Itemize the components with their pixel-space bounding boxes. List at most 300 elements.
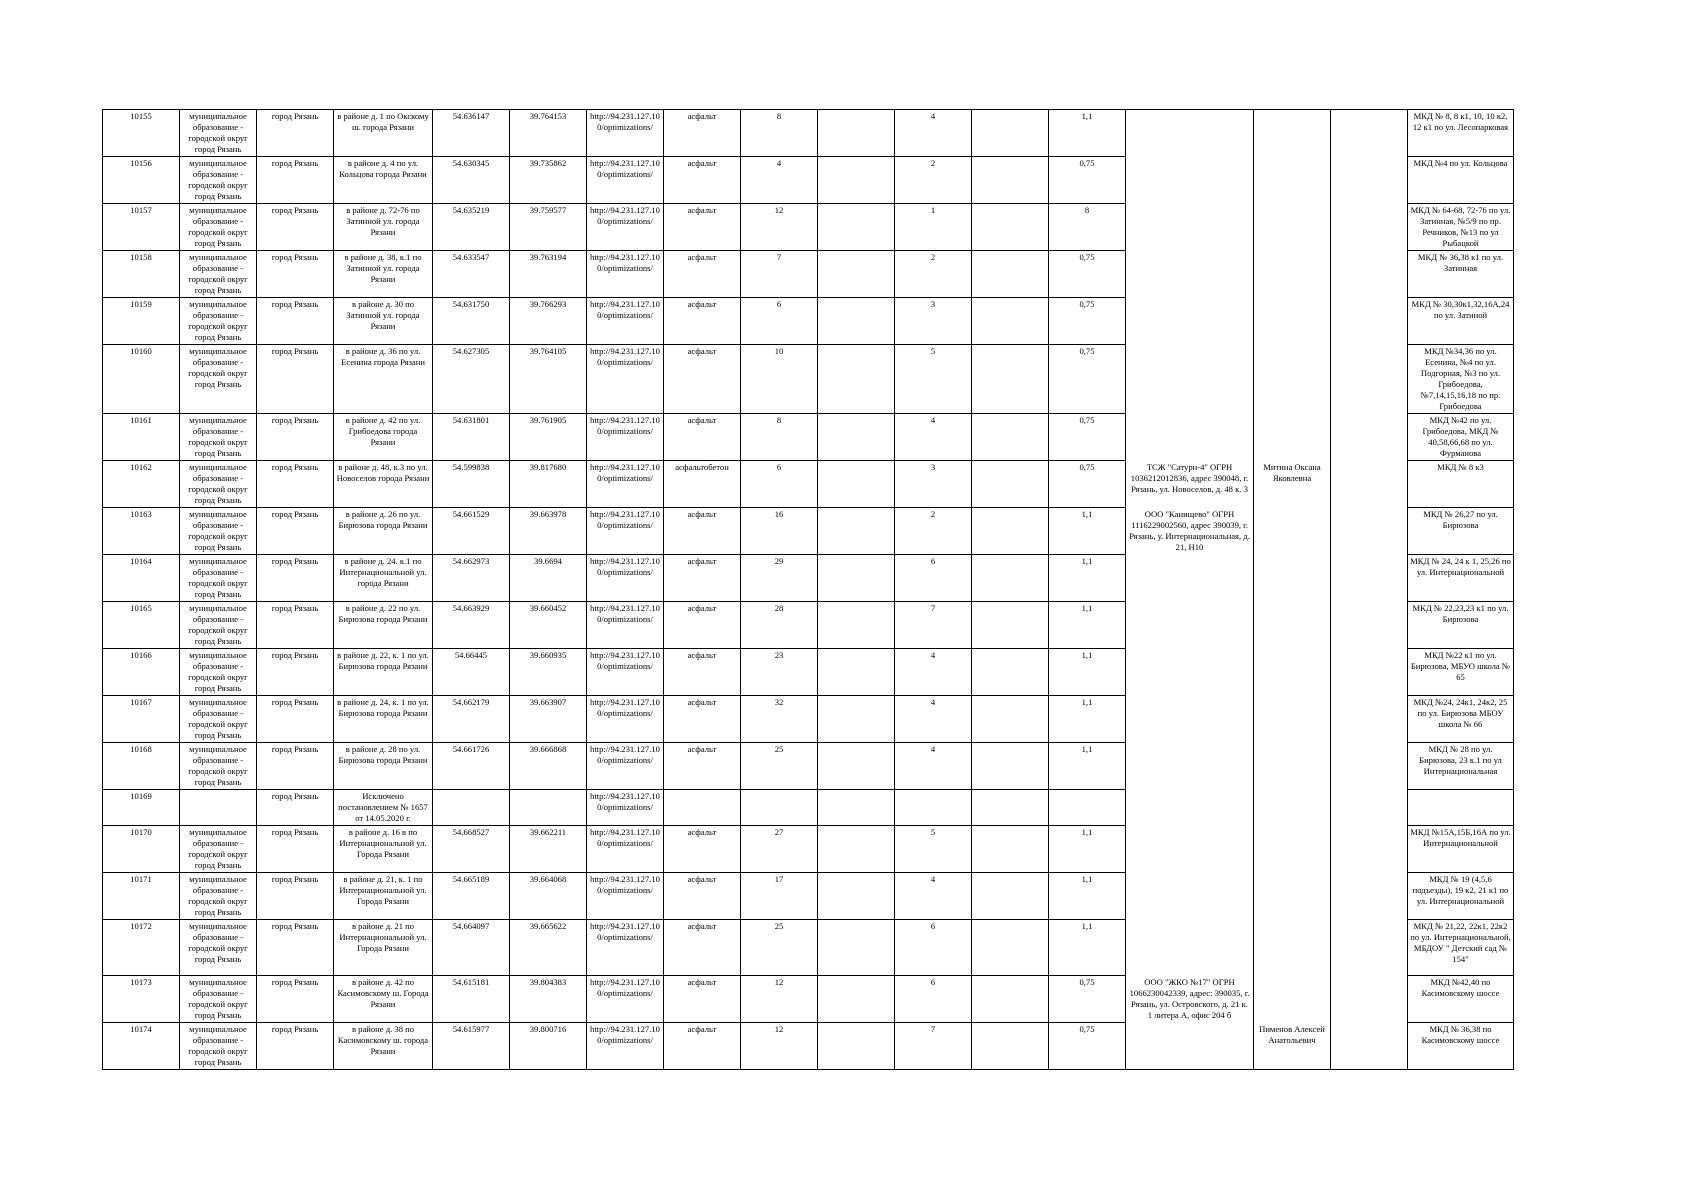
cell-area: 12 <box>741 204 818 251</box>
cell-municipality: муниципальное образование - городской округ город Рязань <box>180 251 257 298</box>
cell-settlement: город Рязань <box>257 555 334 602</box>
cell-id: 10173 <box>103 976 180 1023</box>
cell-volume <box>1049 790 1126 826</box>
cell-col16 <box>1331 743 1408 790</box>
cell-area: 6 <box>741 461 818 508</box>
cell-municipality: муниципальное образование - городской округ город Рязань <box>180 345 257 414</box>
cell-address: в районе д. 72-76 по Затинной ул. города Рязани <box>334 204 433 251</box>
cell-sources: МКД № 26,27 по ул. Бирюзова <box>1408 508 1514 555</box>
cell-containers: 4 <box>895 873 972 920</box>
cell-col16 <box>1331 414 1408 461</box>
cell-address: в районе д. 21 по Интернациональной ул. Города Рязани <box>334 920 433 976</box>
cell-volume: 0,75 <box>1049 345 1126 414</box>
cell-contact <box>1254 873 1331 920</box>
cell-settlement: город Рязань <box>257 602 334 649</box>
cell-address: Исключено постановлением № 1657 от 14.05.2020 г. <box>334 790 433 826</box>
cell-surface: асфальт <box>664 649 741 696</box>
cell-area: 23 <box>741 649 818 696</box>
cell-id: 10167 <box>103 696 180 743</box>
cell-surface: асфальт <box>664 298 741 345</box>
cell-sources: МКД № 64-68, 72-76 по ул. Затинная, №5/9 по пр. Речников, №13 по ул Рыбацкой <box>1408 204 1514 251</box>
cell-surface: асфальт <box>664 743 741 790</box>
cell-latitude: 54.599838 <box>433 461 510 508</box>
cell-col16 <box>1331 976 1408 1023</box>
cell-surface: асфальт <box>664 602 741 649</box>
cell-volume: 0,75 <box>1049 976 1126 1023</box>
cell-col11 <box>972 414 1049 461</box>
cell-latitude: 54.665189 <box>433 873 510 920</box>
cell-containers: 7 <box>895 1023 972 1070</box>
cell-col9 <box>818 345 895 414</box>
cell-contact <box>1254 696 1331 743</box>
cell-owner <box>1126 414 1254 461</box>
cell-col16 <box>1331 508 1408 555</box>
cell-contact <box>1254 298 1331 345</box>
cell-area: 28 <box>741 602 818 649</box>
cell-surface: асфальт <box>664 873 741 920</box>
cell-id: 10170 <box>103 826 180 873</box>
cell-contact <box>1254 414 1331 461</box>
cell-url: http://94.231.127.100/optimizations/ <box>587 696 664 743</box>
cell-containers: 4 <box>895 110 972 157</box>
cell-id: 10159 <box>103 298 180 345</box>
cell-latitude: 54.662973 <box>433 555 510 602</box>
cell-url: http://94.231.127.100/optimizations/ <box>587 251 664 298</box>
cell-containers: 3 <box>895 298 972 345</box>
table-body <box>103 110 1514 1070</box>
cell-id: 10165 <box>103 602 180 649</box>
table-row <box>103 649 1514 696</box>
cell-sources: МКД №42,40 по Касимовскому шоссе <box>1408 976 1514 1023</box>
cell-latitude: 54.662179 <box>433 696 510 743</box>
cell-col11 <box>972 873 1049 920</box>
cell-col11 <box>972 110 1049 157</box>
cell-settlement: город Рязань <box>257 826 334 873</box>
cell-settlement: город Рязань <box>257 873 334 920</box>
cell-area: 8 <box>741 414 818 461</box>
cell-col9 <box>818 414 895 461</box>
cell-municipality: муниципальное образование - городской округ город Рязань <box>180 976 257 1023</box>
table-row <box>103 826 1514 873</box>
cell-contact <box>1254 826 1331 873</box>
cell-sources: МКД № 28 по ул. Бирюзова, 23 к.1 по ул Интернациональная <box>1408 743 1514 790</box>
cell-municipality: муниципальное образование - городской округ город Рязань <box>180 508 257 555</box>
cell-surface <box>664 790 741 826</box>
cell-sources: МКД № 36,38 по Касимовскому шоссе <box>1408 1023 1514 1070</box>
cell-surface: асфальт <box>664 414 741 461</box>
cell-longitude: 39.663907 <box>510 696 587 743</box>
cell-settlement: город Рязань <box>257 508 334 555</box>
cell-volume: 0,75 <box>1049 251 1126 298</box>
cell-contact <box>1254 790 1331 826</box>
cell-owner <box>1126 157 1254 204</box>
cell-sources: МКД № 19 (4,5,6 подъезды), 19 к2, 21 к1 по ул. Интернациональной <box>1408 873 1514 920</box>
cell-col9 <box>818 157 895 204</box>
cell-settlement: город Рязань <box>257 790 334 826</box>
cell-contact <box>1254 251 1331 298</box>
table-row <box>103 508 1514 555</box>
cell-municipality <box>180 790 257 826</box>
cell-col16 <box>1331 345 1408 414</box>
cell-sources: МКД №24, 24к1, 24к2, 25 по ул. Бирюзова МБОУ школа № 66 <box>1408 696 1514 743</box>
cell-owner <box>1126 345 1254 414</box>
cell-longitude: 39.735862 <box>510 157 587 204</box>
cell-area: 7 <box>741 251 818 298</box>
cell-id: 10163 <box>103 508 180 555</box>
cell-area: 29 <box>741 555 818 602</box>
cell-containers: 3 <box>895 461 972 508</box>
cell-col9 <box>818 920 895 976</box>
cell-contact <box>1254 555 1331 602</box>
cell-url: http://94.231.127.100/optimizations/ <box>587 826 664 873</box>
cell-settlement: город Рязань <box>257 414 334 461</box>
cell-surface: асфальт <box>664 157 741 204</box>
cell-municipality: муниципальное образование - городской округ город Рязань <box>180 204 257 251</box>
cell-col9 <box>818 461 895 508</box>
cell-url: http://94.231.127.100/optimizations/ <box>587 873 664 920</box>
registry-table <box>102 109 1514 1070</box>
cell-surface: асфальт <box>664 251 741 298</box>
cell-longitude <box>510 790 587 826</box>
cell-sources <box>1408 790 1514 826</box>
cell-surface: асфальт <box>664 555 741 602</box>
cell-latitude: 54.635219 <box>433 204 510 251</box>
cell-settlement: город Рязань <box>257 157 334 204</box>
cell-containers: 2 <box>895 157 972 204</box>
cell-col11 <box>972 826 1049 873</box>
cell-settlement: город Рязань <box>257 110 334 157</box>
cell-surface: асфальт <box>664 976 741 1023</box>
cell-col9 <box>818 743 895 790</box>
cell-col16 <box>1331 826 1408 873</box>
cell-col16 <box>1331 157 1408 204</box>
cell-url: http://94.231.127.100/optimizations/ <box>587 508 664 555</box>
cell-col9 <box>818 1023 895 1070</box>
cell-latitude: 54.664097 <box>433 920 510 976</box>
cell-col9 <box>818 873 895 920</box>
cell-area: 16 <box>741 508 818 555</box>
cell-latitude <box>433 790 510 826</box>
cell-address: в районе д. 16 в по Интернациональной ул. Города Рязани <box>334 826 433 873</box>
cell-url: http://94.231.127.100/optimizations/ <box>587 414 664 461</box>
cell-longitude: 39.761905 <box>510 414 587 461</box>
cell-surface: асфальт <box>664 508 741 555</box>
cell-col9 <box>818 790 895 826</box>
cell-owner <box>1126 920 1254 976</box>
cell-col11 <box>972 743 1049 790</box>
cell-longitude: 39.763194 <box>510 251 587 298</box>
cell-settlement: город Рязань <box>257 298 334 345</box>
cell-col11 <box>972 1023 1049 1070</box>
cell-col16 <box>1331 790 1408 826</box>
cell-latitude: 54.627305 <box>433 345 510 414</box>
table-row <box>103 555 1514 602</box>
cell-col11 <box>972 602 1049 649</box>
cell-col11 <box>972 696 1049 743</box>
cell-settlement: город Рязань <box>257 345 334 414</box>
cell-id: 10174 <box>103 1023 180 1070</box>
cell-sources: МКД № 21,22, 22к1, 22к2 по ул. Интернациональной, МБДОУ " Детский сад № 154" <box>1408 920 1514 976</box>
cell-col11 <box>972 251 1049 298</box>
cell-sources: МКД № 24, 24 к 1, 25,26 по ул. Интернациональной <box>1408 555 1514 602</box>
cell-col16 <box>1331 251 1408 298</box>
cell-municipality: муниципальное образование - городской округ город Рязань <box>180 555 257 602</box>
cell-col9 <box>818 696 895 743</box>
cell-address: в районе д. 26 по ул. Бирюзова города Рязани <box>334 508 433 555</box>
cell-longitude: 39.800716 <box>510 1023 587 1070</box>
cell-latitude: 54.661726 <box>433 743 510 790</box>
cell-containers: 4 <box>895 696 972 743</box>
cell-url: http://94.231.127.100/optimizations/ <box>587 743 664 790</box>
cell-municipality: муниципальное образование - городской округ город Рязань <box>180 1023 257 1070</box>
cell-address: в районе д. 30 по Затинной ул. города Рязани <box>334 298 433 345</box>
cell-col9 <box>818 508 895 555</box>
cell-latitude: 54.631801 <box>433 414 510 461</box>
cell-col11 <box>972 298 1049 345</box>
cell-municipality: муниципальное образование - городской округ город Рязань <box>180 649 257 696</box>
cell-owner <box>1126 743 1254 790</box>
table-row <box>103 204 1514 251</box>
cell-url: http://94.231.127.100/optimizations/ <box>587 555 664 602</box>
cell-volume: 1,1 <box>1049 873 1126 920</box>
table-row <box>103 298 1514 345</box>
cell-latitude: 54.633547 <box>433 251 510 298</box>
cell-longitude: 39.660935 <box>510 649 587 696</box>
cell-contact <box>1254 157 1331 204</box>
cell-owner <box>1126 1023 1254 1070</box>
cell-col11 <box>972 976 1049 1023</box>
cell-surface: асфальт <box>664 696 741 743</box>
table-row <box>103 743 1514 790</box>
cell-settlement: город Рязань <box>257 1023 334 1070</box>
cell-url: http://94.231.127.100/optimizations/ <box>587 345 664 414</box>
cell-volume: 1,1 <box>1049 920 1126 976</box>
cell-area: 6 <box>741 298 818 345</box>
cell-col16 <box>1331 461 1408 508</box>
cell-area: 10 <box>741 345 818 414</box>
cell-col16 <box>1331 649 1408 696</box>
cell-volume: 1,1 <box>1049 110 1126 157</box>
cell-id: 10160 <box>103 345 180 414</box>
cell-col9 <box>818 251 895 298</box>
cell-volume: 0,75 <box>1049 157 1126 204</box>
cell-containers: 5 <box>895 826 972 873</box>
cell-url: http://94.231.127.100/optimizations/ <box>587 976 664 1023</box>
cell-owner <box>1126 873 1254 920</box>
cell-contact <box>1254 976 1331 1023</box>
cell-municipality: муниципальное образование - городской округ город Рязань <box>180 298 257 345</box>
cell-id: 10171 <box>103 873 180 920</box>
cell-address: в районе д. 1 по Окскому ш. города Рязани <box>334 110 433 157</box>
cell-containers: 4 <box>895 649 972 696</box>
cell-col16 <box>1331 696 1408 743</box>
cell-owner <box>1126 696 1254 743</box>
cell-contact <box>1254 649 1331 696</box>
cell-longitude: 39.6694 <box>510 555 587 602</box>
cell-contact <box>1254 204 1331 251</box>
cell-containers: 6 <box>895 976 972 1023</box>
cell-volume: 0,75 <box>1049 414 1126 461</box>
cell-municipality: муниципальное образование - городской округ город Рязань <box>180 920 257 976</box>
cell-area: 25 <box>741 743 818 790</box>
cell-volume: 1,1 <box>1049 602 1126 649</box>
cell-col11 <box>972 461 1049 508</box>
table-row <box>103 461 1514 508</box>
table-row <box>103 920 1514 976</box>
cell-col11 <box>972 555 1049 602</box>
table-row <box>103 790 1514 826</box>
cell-containers: 4 <box>895 414 972 461</box>
cell-contact: Митина Оксана Яковлевна <box>1254 461 1331 508</box>
cell-sources: МКД № 22,23,23 к1 по ул. Бирюзова <box>1408 602 1514 649</box>
cell-volume: 0,75 <box>1049 461 1126 508</box>
cell-url: http://94.231.127.100/optimizations/ <box>587 204 664 251</box>
cell-col9 <box>818 649 895 696</box>
cell-area: 12 <box>741 976 818 1023</box>
cell-col9 <box>818 110 895 157</box>
cell-address: в районе д. 24. к.1 по Интернациональной ул. города Рязани <box>334 555 433 602</box>
table-row <box>103 414 1514 461</box>
cell-settlement: город Рязань <box>257 204 334 251</box>
cell-col11 <box>972 920 1049 976</box>
cell-address: в районе д. 42 по Касимовскому ш. Города Рязани <box>334 976 433 1023</box>
cell-municipality: муниципальное образование - городской округ город Рязань <box>180 157 257 204</box>
cell-sources: МКД №42 по ул. Грибоедова, МКД № 40,58,66,68 по ул. Фурманова <box>1408 414 1514 461</box>
cell-longitude: 39.817680 <box>510 461 587 508</box>
cell-latitude: 54.66445 <box>433 649 510 696</box>
cell-volume: 1,1 <box>1049 508 1126 555</box>
cell-volume: 1,1 <box>1049 555 1126 602</box>
cell-surface: асфальт <box>664 826 741 873</box>
cell-municipality: муниципальное образование - городской округ город Рязань <box>180 873 257 920</box>
cell-settlement: город Рязань <box>257 920 334 976</box>
cell-surface: асфальт <box>664 1023 741 1070</box>
cell-col9 <box>818 602 895 649</box>
table-row <box>103 873 1514 920</box>
cell-area: 25 <box>741 920 818 976</box>
cell-address: в районе д. 36 по ул. Есенина города Рязани <box>334 345 433 414</box>
cell-id: 10155 <box>103 110 180 157</box>
cell-containers: 5 <box>895 345 972 414</box>
cell-sources: МКД №22 к1 по ул. Бирюзова, МБУО школа № 65 <box>1408 649 1514 696</box>
cell-latitude: 54.663929 <box>433 602 510 649</box>
cell-id: 10156 <box>103 157 180 204</box>
cell-sources: МКД №4 по ул. Кольцова <box>1408 157 1514 204</box>
cell-url: http://94.231.127.100/optimizations/ <box>587 298 664 345</box>
cell-id: 10161 <box>103 414 180 461</box>
cell-longitude: 39.663978 <box>510 508 587 555</box>
cell-contact <box>1254 345 1331 414</box>
cell-longitude: 39.764105 <box>510 345 587 414</box>
cell-containers: 7 <box>895 602 972 649</box>
cell-owner <box>1126 555 1254 602</box>
cell-longitude: 39.665622 <box>510 920 587 976</box>
cell-containers: 2 <box>895 508 972 555</box>
table-row <box>103 976 1514 1023</box>
cell-volume: 0,75 <box>1049 1023 1126 1070</box>
cell-volume: 1,1 <box>1049 649 1126 696</box>
cell-url: http://94.231.127.100/optimizations/ <box>587 110 664 157</box>
cell-containers: 6 <box>895 555 972 602</box>
cell-surface: асфальт <box>664 920 741 976</box>
cell-area: 12 <box>741 1023 818 1070</box>
cell-contact <box>1254 920 1331 976</box>
cell-address: в районе д. 48, к.3 по ул. Новоселов города Рязани <box>334 461 433 508</box>
cell-col16 <box>1331 873 1408 920</box>
cell-latitude: 54.636147 <box>433 110 510 157</box>
cell-col11 <box>972 345 1049 414</box>
cell-col11 <box>972 508 1049 555</box>
cell-col16 <box>1331 204 1408 251</box>
cell-owner <box>1126 204 1254 251</box>
cell-owner: ТСЖ "Сатурн-4" ОГРН 1036212012836, адрес 390048, г. Рязань, ул. Новоселов, д. 48 к. 3 <box>1126 461 1254 508</box>
cell-address: в районе д. 22, к. 1 по ул. Бирюзова города Рязани <box>334 649 433 696</box>
cell-longitude: 39.660452 <box>510 602 587 649</box>
cell-volume: 8 <box>1049 204 1126 251</box>
cell-latitude: 54.631750 <box>433 298 510 345</box>
cell-col16 <box>1331 1023 1408 1070</box>
cell-col11 <box>972 204 1049 251</box>
cell-area: 8 <box>741 110 818 157</box>
cell-volume: 0,75 <box>1049 298 1126 345</box>
cell-sources: МКД № 36,38 к1 по ул. Затинная <box>1408 251 1514 298</box>
cell-longitude: 39.662211 <box>510 826 587 873</box>
cell-containers: 1 <box>895 204 972 251</box>
cell-id: 10158 <box>103 251 180 298</box>
cell-col9 <box>818 555 895 602</box>
cell-latitude: 54.615977 <box>433 1023 510 1070</box>
cell-volume: 1,1 <box>1049 743 1126 790</box>
cell-settlement: город Рязань <box>257 649 334 696</box>
cell-settlement: город Рязань <box>257 461 334 508</box>
cell-sources: МКД №15А,15Б,16А по ул. Интернациональной <box>1408 826 1514 873</box>
cell-col16 <box>1331 920 1408 976</box>
cell-owner <box>1126 649 1254 696</box>
cell-owner <box>1126 790 1254 826</box>
cell-sources: МКД № 8 к3 <box>1408 461 1514 508</box>
cell-col11 <box>972 157 1049 204</box>
cell-latitude: 54.661529 <box>433 508 510 555</box>
cell-municipality: муниципальное образование - городской округ город Рязань <box>180 743 257 790</box>
cell-contact: Пименов Алексей Анатольевич <box>1254 1023 1331 1070</box>
cell-municipality: муниципальное образование - городской округ город Рязань <box>180 602 257 649</box>
table-row <box>103 602 1514 649</box>
cell-owner: ООО "ЖКО №17" ОГРН 1066230042339, адрес: 390035, г. Рязань, ул. Островского, д. 21 к. 1 литера А, офис 204 б <box>1126 976 1254 1023</box>
cell-address: в районе д. 42 по ул. Грибоедова города Рязани <box>334 414 433 461</box>
cell-address: в районе д. 22 по ул. Бирюзова города Рязани <box>334 602 433 649</box>
cell-col16 <box>1331 602 1408 649</box>
cell-id: 10172 <box>103 920 180 976</box>
cell-area: 4 <box>741 157 818 204</box>
table-row <box>103 251 1514 298</box>
cell-longitude: 39.804383 <box>510 976 587 1023</box>
cell-col16 <box>1331 110 1408 157</box>
cell-owner <box>1126 602 1254 649</box>
table-row <box>103 696 1514 743</box>
cell-address: в районе д. 28 по ул. Бирюзова города Рязани <box>334 743 433 790</box>
cell-address: в районе д. 24, к. 1 по ул. Бирюзова города Рязани <box>334 696 433 743</box>
cell-url: http://94.231.127.100/optimizations/ <box>587 1023 664 1070</box>
cell-col16 <box>1331 298 1408 345</box>
cell-address: в районе д. 4 по ул. Кольцова города Рязани <box>334 157 433 204</box>
cell-latitude: 54.668527 <box>433 826 510 873</box>
cell-municipality: муниципальное образование - городской округ город Рязань <box>180 461 257 508</box>
cell-owner <box>1126 251 1254 298</box>
cell-owner <box>1126 110 1254 157</box>
cell-url: http://94.231.127.100/optimizations/ <box>587 649 664 696</box>
cell-containers: 2 <box>895 251 972 298</box>
cell-id: 10168 <box>103 743 180 790</box>
